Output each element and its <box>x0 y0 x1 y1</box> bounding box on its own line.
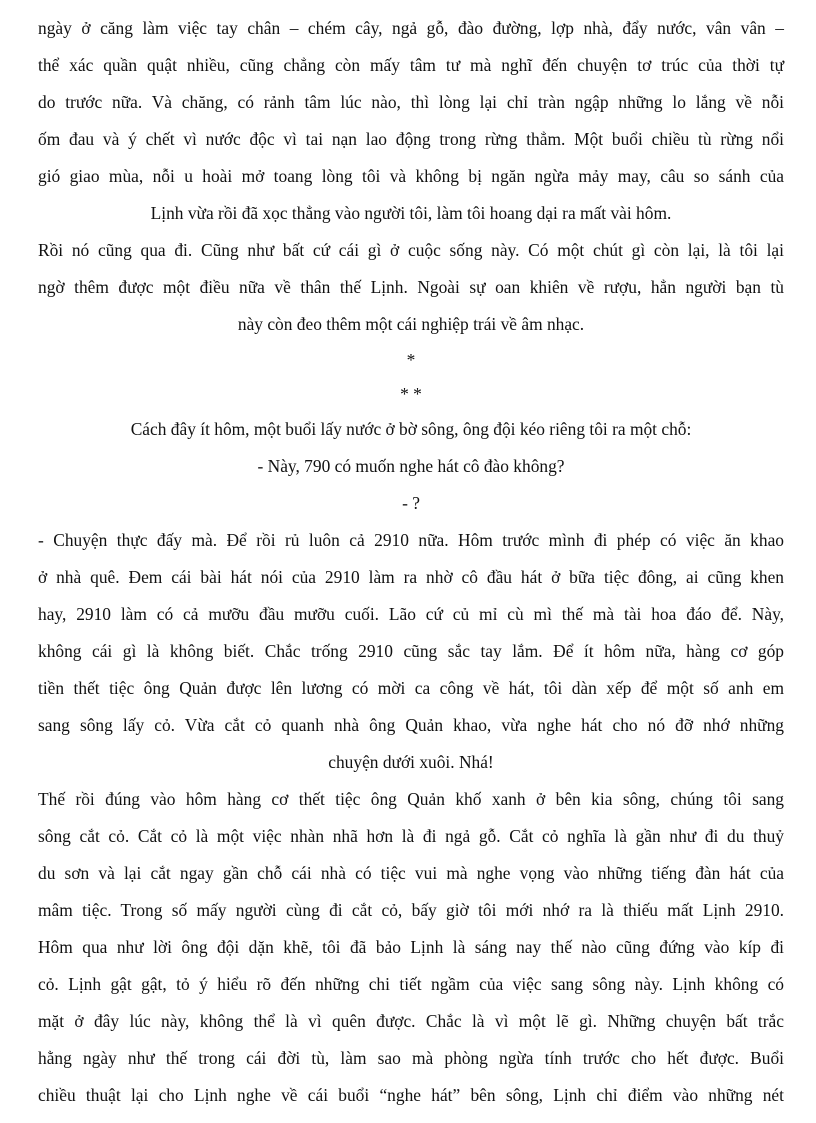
text-line: thể xác quần quật nhiều, cũng chẳng còn mấy tâm tư mà nghĩ đến chuyện tơ trúc của thời tự <box>38 55 784 75</box>
text-line: tiền thết tiệc ông Quản được lên lương có mời ca công về hát, tôi dàn xếp để một số anh em <box>38 678 784 698</box>
section-separator: * * <box>400 384 422 404</box>
text-line: ngờ thêm được một điều nữa về thân thế Lịnh. Ngoài sự oan khiên về rượu, hẳn người bạn tù <box>38 277 784 297</box>
text-line: hằng ngày như thế trong cái đời tù, làm sao mà phòng ngừa tính trước cho hết được. Buổi <box>38 1048 784 1068</box>
text-line: sông cắt cỏ. Cắt cỏ là một việc nhàn nhã hơn là đi ngả gỗ. Cắt cỏ nghĩa là gần như đi du thuỷ <box>38 826 784 846</box>
text-line: hay, 2910 làm có cả mưỡu đầu mưỡu cuối. Lão cứ củ mỉ cù mì thế mà tài hoa đáo để. Này, <box>38 604 784 624</box>
dialogue-line: - Chuyện thực đấy mà. Để rồi rủ luôn cả 2910 nữa. Hôm trước mình đi phép có việc ăn khao <box>38 530 784 550</box>
text-line: Rồi nó cũng qua đi. Cũng như bất cứ cái gì ở cuộc sống này. Có một chút gì còn lại, là tôi lại <box>38 240 784 260</box>
text-line: Thế rồi đúng vào hôm hàng cơ thết tiệc ông Quản khố xanh ở bên kia sông, chúng tôi sang <box>38 789 784 809</box>
text-line: Lịnh vừa rồi đã xọc thẳng vào người tôi, làm tôi hoang dại ra mất vài hôm. <box>150 203 672 223</box>
text-line: mâm tiệc. Trong số mấy người cùng đi cắt cỏ, bấy giờ tôi mới nhớ ra là thiếu mất Lịnh 2910. <box>38 900 784 920</box>
text-line: ốm đau và ý chết vì nước độc vì tai nạn lao động trong rừng thẳm. Một buổi chiều tù rừng nổi <box>38 129 784 149</box>
text-line: không cái gì là không biết. Chắc trống 2910 cũng sắc tay lắm. Để ít hôm nữa, hàng cơ góp <box>38 641 784 661</box>
text-line: cỏ. Lịnh gật gật, tỏ ý hiểu rõ đến những chi tiết ngầm của việc sang sông này. Lịnh không có <box>38 974 784 994</box>
text-line: chiều thuật lại cho Lịnh nghe về cái buổi “nghe hát” bên sông, Lịnh chỉ điểm vào những nét <box>38 1085 784 1105</box>
text-line: sang sông lấy cỏ. Vừa cắt cỏ quanh nhà ông Quản khao, vừa nghe hát cho nó đỡ nhớ những <box>38 715 784 735</box>
section-separator: * <box>406 350 416 370</box>
dialogue-line: - Này, 790 có muốn nghe hát cô đào không? <box>257 456 565 476</box>
text-line: chuyện dưới xuôi. Nhá! <box>328 752 494 772</box>
text-line: du sơn và lại cắt ngay gần chỗ cái nhà có tiệc vui mà nghe vọng vào những tiếng đàn hát của <box>38 863 784 883</box>
text-line: Hôm qua như lời ông đội dặn khẽ, tôi đã bảo Lịnh là sáng nay thế nào cũng đứng vào kíp đi <box>38 937 784 957</box>
text-line: ở nhà quê. Đem cái bài hát nói của 2910 làm ra nhờ cô đầu hát ở bữa tiệc đông, ai cũng khen <box>38 567 784 587</box>
text-line: do trước nữa. Và chăng, có rảnh tâm lúc nào, thì lòng lại chỉ tràn ngập những lo lắng về nỗi <box>38 92 784 112</box>
text-line: gió giao mùa, nỗi u hoài mở toang lòng tôi và không bị ngăn ngừa mảy may, câu so sánh của <box>38 166 784 186</box>
text-line: này còn đeo thêm một cái nghiệp trái về âm nhạc. <box>237 314 585 334</box>
text-line: Cách đây ít hôm, một buổi lấy nước ở bờ sông, ông đội kéo riêng tôi ra một chỗ: <box>130 419 692 439</box>
text-line: mặt ở đây lúc này, không thể là vì quên được. Chắc là vì một lẽ gì. Những chuyện bất trắc <box>38 1011 784 1031</box>
dialogue-line: - ? <box>402 493 420 513</box>
document-page <box>38 10 784 1114</box>
text-line: ngày ở căng làm việc tay chân – chém cây, ngả gỗ, đào đường, lợp nhà, đẩy nước, vân vân – <box>38 18 784 38</box>
